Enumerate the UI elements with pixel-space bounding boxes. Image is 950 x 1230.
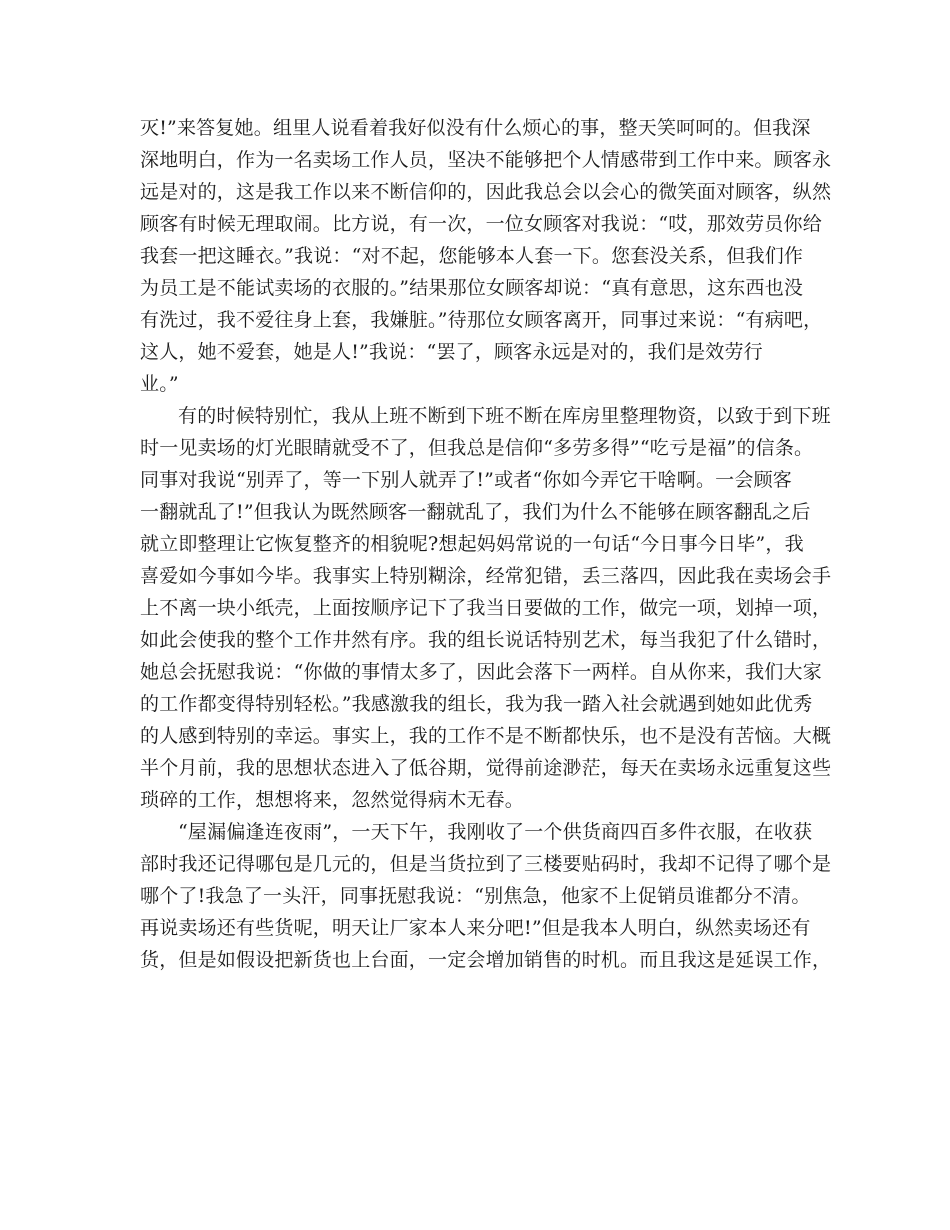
text-line: 喜爱如今事如今毕。我事实上特别糊涂，经常犯错，丢三落四，因此我在卖场会手 <box>140 565 832 587</box>
body-text <box>140 112 832 976</box>
text-line: 的人感到特别的幸运。事实上，我的工作不是不断都快乐，也不是没有苦恼。大概 <box>140 725 832 747</box>
text-line: 时一见卖场的灯光眼睛就受不了，但我总是信仰“多劳多得”“吃亏是福”的信条。 <box>140 437 814 459</box>
text-line: 远是对的，这是我工作以来不断信仰的，因此我总会以会心的微笑面对顾客，纵然 <box>140 181 832 203</box>
text-line: 如此会使我的整个工作井然有序。我的组长说话特别艺术，每当我犯了什么错时， <box>140 629 832 651</box>
text-line: 有洗过，我不爱往身上套，我嫌脏。”待那位女顾客离开，同事过来说：“有病吧， <box>140 309 823 331</box>
text-line: 再说卖场还有些货呢，明天让厂家本人来分吧!”但是我本人明白，纵然卖场还有 <box>140 917 811 939</box>
text-line: 哪个了!我急了一头汗，同事抚慰我说：“别焦急，他家不上促销员谁都分不清。 <box>140 885 811 907</box>
text-line: 同事对我说“别弄了，等一下别人就弄了!”或者“你如今弄它干啥啊。一会顾客 <box>140 469 792 491</box>
text-line: 的工作都变得特别轻松。”我感激我的组长，我为我一踏入社会就遇到她如此优秀 <box>140 693 813 715</box>
text-line: 为员工是不能试卖场的衣服的。”结果那位女顾客却说：“真有意思，这东西也没 <box>140 277 804 299</box>
text-line: 一翻就乱了!”但我认为既然顾客一翻就乱了，我们为什么不能够在顾客翻乱之后 <box>140 501 811 523</box>
text-line: 顾客有时候无理取闹。比方说，有一次，一位女顾客对我说：“哎，那效劳员你给 <box>140 213 822 235</box>
text-line: 有的时候特别忙，我从上班不断到下班不断在库房里整理物资，以致于到下班 <box>178 405 831 427</box>
text-line: “屋漏偏逢连夜雨”，一天下午，我刚收了一个供货商四百多件衣服，在收获 <box>178 821 813 843</box>
text-line: 这人，她不爱套，她是人!”我说：“罢了，顾客永远是对的，我们是效劳行 <box>140 341 763 363</box>
text-line: 她总会抚慰我说：“你做的事情太多了，因此会落下一两样。自从你来，我们大家 <box>140 661 822 683</box>
text-line: 业。” <box>140 373 179 395</box>
text-line: 部时我还记得哪包是几元的，但是当货拉到了三楼要贴码时，我却不记得了哪个是 <box>140 853 832 875</box>
text-line: 我套一把这睡衣。”我说：“对不起，您能够本人套一下。您套没关系，但我们作 <box>140 245 804 267</box>
text-line: 半个月前，我的思想状态进入了低谷期，觉得前途渺茫，每天在卖场永远重复这些 <box>140 757 832 779</box>
text-line: 货，但是如假设把新货也上台面，一定会增加销售的时机。而且我这是延误工作， <box>140 949 832 971</box>
text-line: 深地明白，作为一名卖场工作人员，坚决不能够把个人情感带到工作中来。顾客永 <box>140 149 832 171</box>
text-line: 就立即整理让它恢复整齐的相貌呢?想起妈妈常说的一句话“今日事今日毕”，我 <box>140 533 804 555</box>
text-line: 上不离一块小纸壳，上面按顺序记下了我当日要做的工作，做完一项，划掉一项， <box>140 597 832 619</box>
text-line: 灭!”来答复她。组里人说看着我好似没有什么烦心的事，整天笑呵呵的。但我深 <box>140 117 811 139</box>
text-line: 琐碎的工作，想想将来，忽然觉得病木无春。 <box>140 789 525 811</box>
